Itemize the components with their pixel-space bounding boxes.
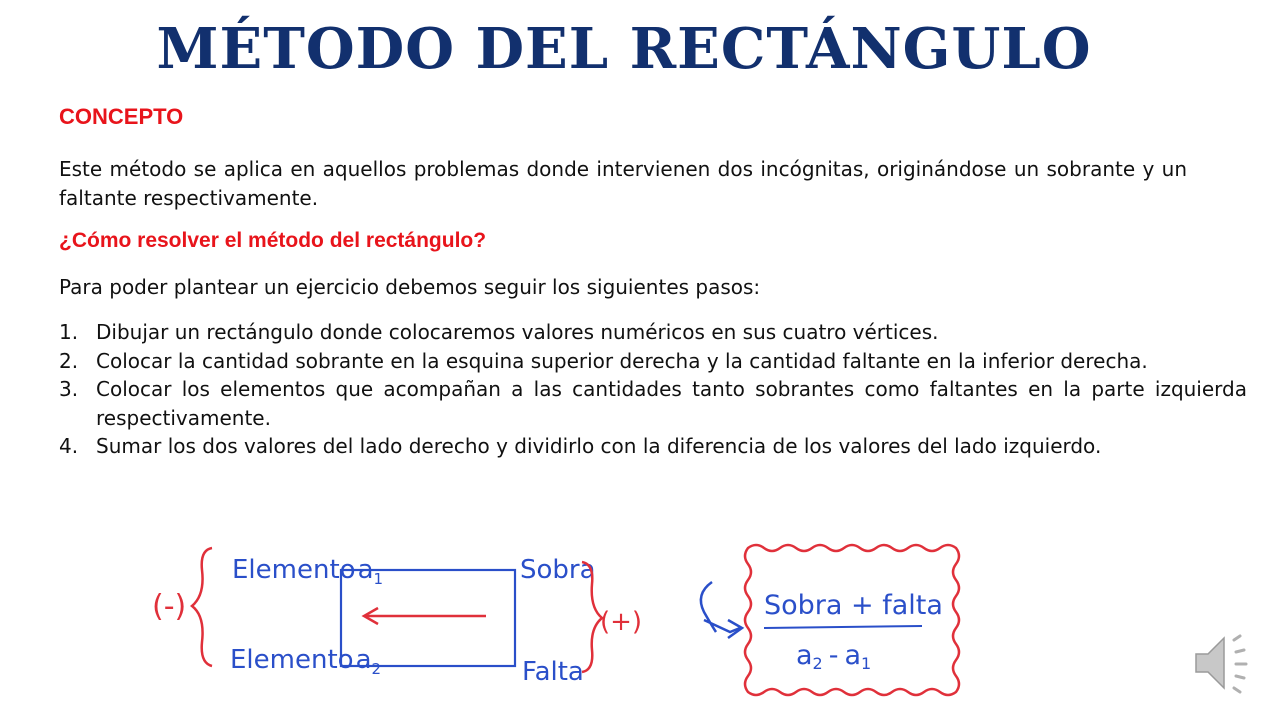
left-brace xyxy=(192,548,212,666)
element2-text: Elemento xyxy=(230,645,354,675)
speaker-icon[interactable] xyxy=(1196,636,1246,692)
falta-label: Falta xyxy=(522,657,584,687)
den-a2-sub: 2 xyxy=(812,654,823,673)
page-title: MÉTODO DEL RECTÁNGULO xyxy=(156,16,1092,82)
plus-label: (+) xyxy=(600,607,643,637)
step-number: 2. xyxy=(59,348,79,373)
rectangle-method-diagram xyxy=(0,520,1280,720)
step-text: Sumar los dos valores del lado derecho y dividirlo con la diferencia de los valores del lado izquierdo. xyxy=(96,434,1102,458)
list-item xyxy=(59,318,1247,347)
step-text: Colocar la cantidad sobrante en la esquina superior derecha y la cantidad faltante en la inferior derecha. xyxy=(96,348,1148,373)
element2-sub: 2 xyxy=(371,660,382,678)
concept-paragraph: Este método se aplica en aquellos problemas donde intervienen dos incógnitas, originándose un sobrante y un faltante respectivamente. xyxy=(59,157,1187,210)
element1-text: Elemento xyxy=(232,555,356,585)
element2-var: a xyxy=(355,645,372,675)
steps-list xyxy=(59,318,1247,461)
steps-intro: Para poder plantear un ejercicio debemos seguir los siguientes pasos: xyxy=(59,275,761,299)
concept-heading: CONCEPTO xyxy=(59,104,184,129)
element1-sub: 1 xyxy=(373,570,384,588)
list-item xyxy=(59,432,1247,461)
list-item xyxy=(59,347,1247,376)
step-number: 3. xyxy=(59,377,79,401)
step-number: 1. xyxy=(59,320,79,344)
den-minus: - xyxy=(828,640,839,671)
formula-numerator: Sobra + falta xyxy=(764,590,943,621)
list-item xyxy=(59,375,1247,432)
step-number: 4. xyxy=(59,434,79,458)
den-a2-var: a xyxy=(796,640,813,671)
element1-var: a xyxy=(357,555,374,585)
element2-label xyxy=(230,645,381,678)
minus-label: (-) xyxy=(152,589,187,624)
formula-denominator xyxy=(796,640,871,673)
step-text: Dibujar un rectángulo donde colocaremos valores numéricos en sus cuatro vértices. xyxy=(96,320,939,344)
sobra-label: Sobra xyxy=(520,555,596,585)
question-heading: ¿Cómo resolver el método del rectángulo? xyxy=(59,229,487,252)
step-text: Colocar los elementos que acompañan a las cantidades tanto sobrantes como faltantes en la parte izquierda respectivamente. xyxy=(96,377,1247,430)
fraction-bar xyxy=(764,626,922,628)
den-a1-sub: 1 xyxy=(861,654,872,673)
element1-label xyxy=(232,555,383,588)
den-a1-var: a xyxy=(844,640,862,671)
